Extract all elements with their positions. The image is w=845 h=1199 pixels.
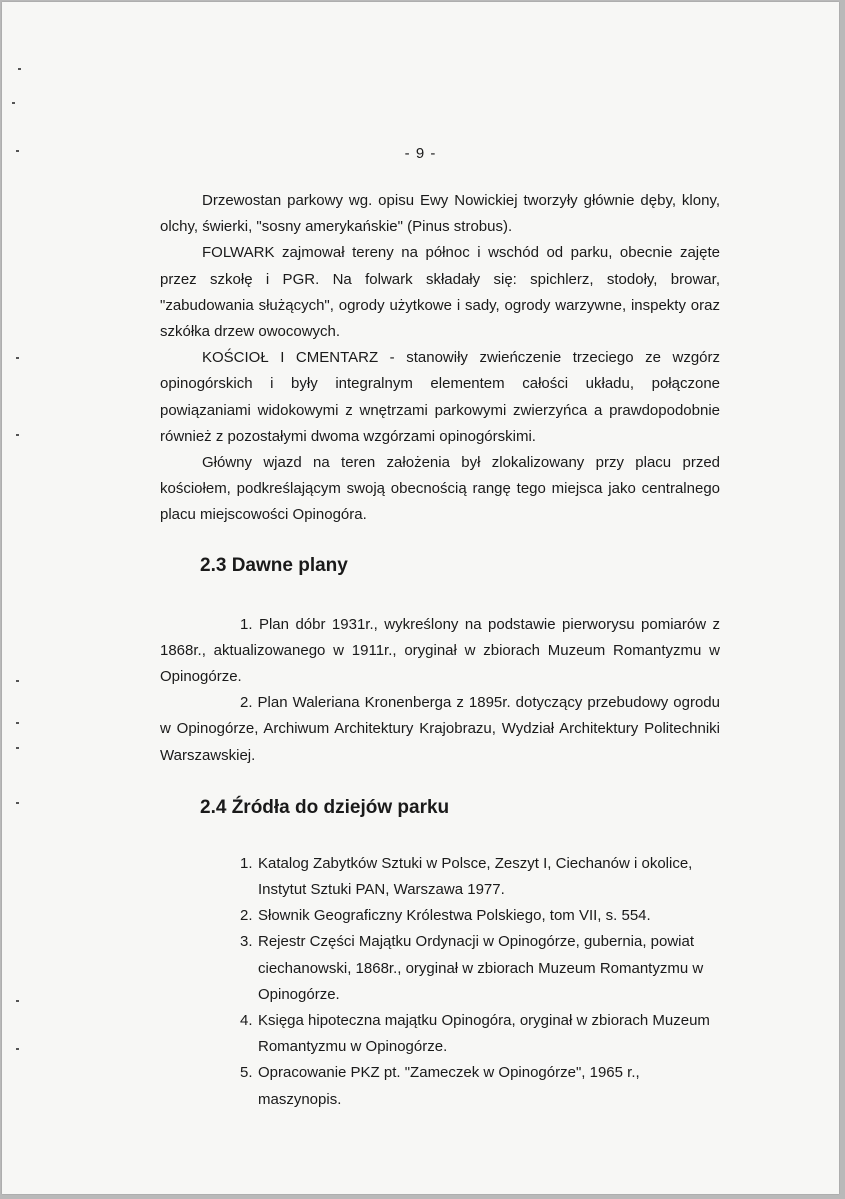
list-item: 2. Plan Waleriana Kronenberga z 1895r. dotyczący przebudowy ogrodu w Opinogórze, Archiwum Architektury Krajobrazu, Wydział Architektury Politechniki Warszawskiej. [160, 694, 720, 764]
scan-speck [12, 102, 15, 104]
list-item: 4. Księga hipoteczna majątku Opinogóra, oryginał w zbiorach Muzeum Romantyzmu w Opinogórze. [240, 1012, 710, 1056]
scan-speck [16, 680, 19, 682]
list-item: 2. Słownik Geograficzny Królestwa Polskiego, tom VII, s. 554. [240, 907, 651, 925]
scan-speck [16, 802, 19, 804]
list-item: 1. Plan dóbr 1931r., wykreślony na podstawie pierworysu pomiarów z 1868r., aktualizowanego w 1911r., oryginał w zbiorach Muzeum Romantyzmu w Opinogórze. [160, 615, 720, 686]
section-heading-old-plans: 2.3 Dawne plany [200, 554, 348, 576]
list-item-text: Księga hipoteczna majątku Opinogóra, oryginał w zbiorach Muzeum Romantyzmu w Opinogórze. [258, 1012, 710, 1056]
scan-speck [16, 747, 19, 749]
list-item-text: Opracowanie PKZ pt. "Zameczek w Opinogórze", 1965 r., maszynopis. [258, 1064, 640, 1108]
list-item-text: Rejestr Części Majątku Ordynacji w Opinogórze, gubernia, powiat ciechanowski, 1868r., oryginał w zbiorach Muzeum Romantyzmu w Opinogórze. [258, 933, 704, 1003]
scan-speck [16, 357, 19, 359]
paragraph-folwark: FOLWARK zajmował tereny na północ i wschód od parku, obecnie zajęte przez szkołę i PGR. Na folwark składały się: spichlerz, stodoły, browar, "zabudowania służących", ogrody użytkowe i sady, ogrody warzywne, inspekty oraz szkółka drzew owocowych. [160, 244, 720, 341]
list-item-text: Katalog Zabytków Sztuki w Polsce, Zeszyt I, Ciechanów i okolice, Instytut Sztuki PAN, Warszawa 1977. [258, 854, 693, 899]
old-plans-list [160, 612, 720, 769]
document-page [2, 2, 839, 1194]
scan-speck [18, 68, 21, 70]
paragraph-main-entrance: Główny wjazd na teren założenia był zlokalizowany przy placu przed kościołem, podkreślającym swoją obecnością rangę tego miejsca jako centralnego placu miejscowości Opinogóra. [160, 454, 720, 524]
paragraph-tree-stand: Drzewostan parkowy wg. opisu Ewy Nowickiej tworzyły głównie dęby, klony, olchy, świerki, "sosny amerykańskie" (Pinus strobus). [160, 192, 720, 236]
scan-speck [16, 434, 19, 436]
list-item: 5. Opracowanie PKZ pt. "Zameczek w Opinogórze", 1965 r., maszynopis. [240, 1064, 640, 1108]
page-content [160, 188, 720, 1113]
section-heading-sources: 2.4 Źródła do dziejów parku [200, 796, 450, 818]
scan-speck [16, 1048, 19, 1050]
list-item: 3. Rejestr Części Majątku Ordynacji w Opinogórze, gubernia, powiat ciechanowski, 1868r., oryginał w zbiorach Muzeum Romantyzmu w Opinogórze. [240, 933, 704, 1003]
scan-speck [16, 1000, 19, 1002]
page-number: - 9 - [404, 145, 437, 162]
list-item-text: Słownik Geograficzny Królestwa Polskiego, tom VII, s. 554. [258, 907, 651, 925]
list-item: 1. Katalog Zabytków Sztuki w Polsce, Zeszyt I, Ciechanów i okolice, Instytut Sztuki PAN, Warszawa 1977. [240, 854, 693, 899]
sources-list [160, 851, 720, 1113]
paragraph-church-cemetery: KOŚCIOŁ I CMENTARZ - stanowiły zwieńczenie trzeciego ze wzgórz opinogórskich i były integralnym elementem całości układu, połączone powiązaniami widokowymi z wnętrzami parkowymi zwierzyńca a prawdopodobnie również z pozostałymi dwoma wzgórzami opinogórskimi. [160, 349, 720, 445]
scan-speck [16, 722, 19, 724]
